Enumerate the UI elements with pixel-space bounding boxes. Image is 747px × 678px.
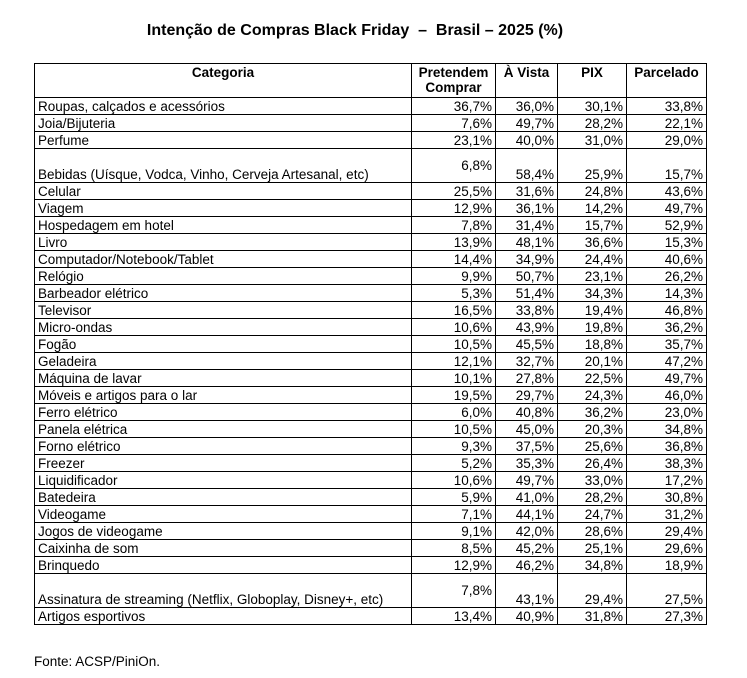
table-row xyxy=(35,302,707,319)
table-row xyxy=(35,455,707,472)
table-row xyxy=(35,132,707,149)
cell-categoria: Batedeira xyxy=(35,489,412,506)
cell-categoria: Roupas, calçados e acessórios xyxy=(35,98,412,115)
cell-pix: 36,2% xyxy=(558,404,627,421)
table-row xyxy=(35,336,707,353)
table-row xyxy=(35,608,707,625)
cell-parcelado: 18,9% xyxy=(627,557,707,574)
cell-pix: 24,8% xyxy=(558,183,627,200)
table-body xyxy=(35,98,707,625)
cell-pretendem-comprar: 10,5% xyxy=(412,421,496,438)
cell-categoria: Forno elétrico xyxy=(35,438,412,455)
cell-parcelado: 38,3% xyxy=(627,455,707,472)
cell-pix: 25,9% xyxy=(558,149,627,183)
cell-a-vista: 43,1% xyxy=(496,574,558,608)
cell-pretendem-comprar: 8,5% xyxy=(412,540,496,557)
cell-pix: 15,7% xyxy=(558,217,627,234)
cell-pretendem-comprar: 12,1% xyxy=(412,353,496,370)
cell-parcelado: 27,5% xyxy=(627,574,707,608)
cell-pix: 20,3% xyxy=(558,421,627,438)
cell-pretendem-comprar: 10,1% xyxy=(412,370,496,387)
source-note: Fonte: ACSP/PiniOn. xyxy=(34,654,161,669)
cell-pix: 34,8% xyxy=(558,557,627,574)
cell-parcelado: 15,3% xyxy=(627,234,707,251)
cell-pix: 23,1% xyxy=(558,268,627,285)
cell-a-vista: 32,7% xyxy=(496,353,558,370)
cell-pretendem-comprar: 7,1% xyxy=(412,506,496,523)
cell-categoria: Livro xyxy=(35,234,412,251)
cell-pix: 28,2% xyxy=(558,115,627,132)
table-row xyxy=(35,200,707,217)
cell-parcelado: 35,7% xyxy=(627,336,707,353)
cell-a-vista: 40,8% xyxy=(496,404,558,421)
table-row xyxy=(35,557,707,574)
cell-categoria: Artigos esportivos xyxy=(35,608,412,625)
table-row xyxy=(35,285,707,302)
cell-pretendem-comprar: 16,5% xyxy=(412,302,496,319)
cell-parcelado: 29,4% xyxy=(627,523,707,540)
cell-pix: 14,2% xyxy=(558,200,627,217)
cell-pretendem-comprar: 10,6% xyxy=(412,472,496,489)
cell-parcelado: 15,7% xyxy=(627,149,707,183)
cell-categoria: Viagem xyxy=(35,200,412,217)
cell-a-vista: 41,0% xyxy=(496,489,558,506)
cell-categoria: Máquina de lavar xyxy=(35,370,412,387)
cell-pretendem-comprar: 12,9% xyxy=(412,200,496,217)
cell-pix: 36,6% xyxy=(558,234,627,251)
cell-a-vista: 44,1% xyxy=(496,506,558,523)
cell-a-vista: 49,7% xyxy=(496,472,558,489)
cell-pretendem-comprar: 12,9% xyxy=(412,557,496,574)
cell-parcelado: 52,9% xyxy=(627,217,707,234)
table-row xyxy=(35,217,707,234)
cell-a-vista: 37,5% xyxy=(496,438,558,455)
cell-pix: 33,0% xyxy=(558,472,627,489)
cell-pretendem-comprar: 5,3% xyxy=(412,285,496,302)
cell-categoria: Videogame xyxy=(35,506,412,523)
table-row xyxy=(35,268,707,285)
cell-pretendem-comprar: 7,8% xyxy=(412,217,496,234)
table-row xyxy=(35,506,707,523)
cell-pix: 19,8% xyxy=(558,319,627,336)
cell-categoria: Computador/Notebook/Tablet xyxy=(35,251,412,268)
cell-pix: 31,0% xyxy=(558,132,627,149)
table-row xyxy=(35,523,707,540)
table-row xyxy=(35,540,707,557)
cell-pix: 20,1% xyxy=(558,353,627,370)
cell-categoria: Geladeira xyxy=(35,353,412,370)
cell-parcelado: 30,8% xyxy=(627,489,707,506)
header-pix: PIX xyxy=(558,64,627,98)
data-table xyxy=(34,63,707,625)
cell-a-vista: 45,2% xyxy=(496,540,558,557)
cell-pretendem-comprar: 10,5% xyxy=(412,336,496,353)
cell-a-vista: 27,8% xyxy=(496,370,558,387)
cell-a-vista: 36,0% xyxy=(496,98,558,115)
cell-a-vista: 43,9% xyxy=(496,319,558,336)
cell-categoria: Móveis e artigos para o lar xyxy=(35,387,412,404)
cell-parcelado: 22,1% xyxy=(627,115,707,132)
cell-parcelado: 23,0% xyxy=(627,404,707,421)
cell-categoria: Caixinha de som xyxy=(35,540,412,557)
table-row xyxy=(35,574,707,608)
page-title: Intenção de Compras Black Friday – Brasil – 2025 (%) xyxy=(146,22,564,39)
cell-parcelado: 31,2% xyxy=(627,506,707,523)
cell-parcelado: 46,8% xyxy=(627,302,707,319)
cell-parcelado: 40,6% xyxy=(627,251,707,268)
cell-pretendem-comprar: 5,9% xyxy=(412,489,496,506)
table-row xyxy=(35,370,707,387)
cell-pix: 26,4% xyxy=(558,455,627,472)
cell-parcelado: 14,3% xyxy=(627,285,707,302)
cell-pix: 28,2% xyxy=(558,489,627,506)
table-row xyxy=(35,98,707,115)
cell-parcelado: 33,8% xyxy=(627,98,707,115)
table-row xyxy=(35,387,707,404)
header-pretendem-comprar: Pretendem Comprar xyxy=(412,64,496,98)
cell-a-vista: 33,8% xyxy=(496,302,558,319)
table-row xyxy=(35,234,707,251)
cell-pix: 25,6% xyxy=(558,438,627,455)
cell-pretendem-comprar: 13,4% xyxy=(412,608,496,625)
cell-parcelado: 49,7% xyxy=(627,370,707,387)
table-row xyxy=(35,319,707,336)
cell-categoria: Micro-ondas xyxy=(35,319,412,336)
cell-a-vista: 46,2% xyxy=(496,557,558,574)
cell-categoria: Celular xyxy=(35,183,412,200)
cell-a-vista: 50,7% xyxy=(496,268,558,285)
cell-parcelado: 27,3% xyxy=(627,608,707,625)
cell-parcelado: 34,8% xyxy=(627,421,707,438)
cell-pretendem-comprar: 9,3% xyxy=(412,438,496,455)
cell-categoria: Jogos de videogame xyxy=(35,523,412,540)
cell-pretendem-comprar: 7,6% xyxy=(412,115,496,132)
cell-parcelado: 17,2% xyxy=(627,472,707,489)
cell-categoria: Liquidificador xyxy=(35,472,412,489)
table-row xyxy=(35,438,707,455)
cell-a-vista: 40,9% xyxy=(496,608,558,625)
cell-a-vista: 35,3% xyxy=(496,455,558,472)
cell-pretendem-comprar: 5,2% xyxy=(412,455,496,472)
cell-a-vista: 58,4% xyxy=(496,149,558,183)
cell-parcelado: 43,6% xyxy=(627,183,707,200)
cell-pretendem-comprar: 6,0% xyxy=(412,404,496,421)
cell-a-vista: 51,4% xyxy=(496,285,558,302)
cell-categoria: Hospedagem em hotel xyxy=(35,217,412,234)
table-row xyxy=(35,404,707,421)
table-row xyxy=(35,472,707,489)
cell-pix: 24,7% xyxy=(558,506,627,523)
cell-parcelado: 47,2% xyxy=(627,353,707,370)
cell-pretendem-comprar: 36,7% xyxy=(412,98,496,115)
cell-pix: 22,5% xyxy=(558,370,627,387)
cell-a-vista: 40,0% xyxy=(496,132,558,149)
cell-categoria: Brinquedo xyxy=(35,557,412,574)
cell-pix: 28,6% xyxy=(558,523,627,540)
cell-parcelado: 36,2% xyxy=(627,319,707,336)
cell-pretendem-comprar: 10,6% xyxy=(412,319,496,336)
table-row xyxy=(35,421,707,438)
cell-parcelado: 46,0% xyxy=(627,387,707,404)
cell-pretendem-comprar: 19,5% xyxy=(412,387,496,404)
cell-pretendem-comprar: 14,4% xyxy=(412,251,496,268)
table-row xyxy=(35,353,707,370)
cell-a-vista: 45,0% xyxy=(496,421,558,438)
cell-parcelado: 29,0% xyxy=(627,132,707,149)
cell-categoria: Ferro elétrico xyxy=(35,404,412,421)
cell-a-vista: 36,1% xyxy=(496,200,558,217)
cell-pix: 34,3% xyxy=(558,285,627,302)
cell-categoria: Panela elétrica xyxy=(35,421,412,438)
cell-pix: 18,8% xyxy=(558,336,627,353)
cell-pretendem-comprar: 23,1% xyxy=(412,132,496,149)
table-row xyxy=(35,251,707,268)
cell-pretendem-comprar: 7,8% xyxy=(412,574,496,608)
cell-pix: 24,4% xyxy=(558,251,627,268)
cell-pix: 29,4% xyxy=(558,574,627,608)
cell-parcelado: 49,7% xyxy=(627,200,707,217)
table-row xyxy=(35,115,707,132)
cell-a-vista: 45,5% xyxy=(496,336,558,353)
cell-a-vista: 48,1% xyxy=(496,234,558,251)
header-parcelado: Parcelado xyxy=(627,64,707,98)
cell-pix: 24,3% xyxy=(558,387,627,404)
cell-categoria: Perfume xyxy=(35,132,412,149)
header-categoria: Categoria xyxy=(35,64,412,98)
header-a-vista: À Vista xyxy=(496,64,558,98)
table-header-row xyxy=(35,64,707,98)
table-row xyxy=(35,183,707,200)
table-row xyxy=(35,149,707,183)
cell-a-vista: 29,7% xyxy=(496,387,558,404)
cell-pretendem-comprar: 6,8% xyxy=(412,149,496,183)
cell-categoria: Joia/Bijuteria xyxy=(35,115,412,132)
cell-pretendem-comprar: 9,9% xyxy=(412,268,496,285)
cell-parcelado: 36,8% xyxy=(627,438,707,455)
cell-parcelado: 29,6% xyxy=(627,540,707,557)
cell-parcelado: 26,2% xyxy=(627,268,707,285)
cell-pretendem-comprar: 9,1% xyxy=(412,523,496,540)
cell-a-vista: 42,0% xyxy=(496,523,558,540)
table-row xyxy=(35,489,707,506)
cell-pix: 19,4% xyxy=(558,302,627,319)
cell-categoria: Assinatura de streaming (Netflix, Globoplay, Disney+, etc) xyxy=(35,574,412,608)
cell-pix: 31,8% xyxy=(558,608,627,625)
cell-a-vista: 31,4% xyxy=(496,217,558,234)
cell-pix: 30,1% xyxy=(558,98,627,115)
cell-categoria: Freezer xyxy=(35,455,412,472)
cell-a-vista: 34,9% xyxy=(496,251,558,268)
cell-a-vista: 49,7% xyxy=(496,115,558,132)
cell-categoria: Barbeador elétrico xyxy=(35,285,412,302)
cell-categoria: Relógio xyxy=(35,268,412,285)
cell-categoria: Televisor xyxy=(35,302,412,319)
cell-pretendem-comprar: 13,9% xyxy=(412,234,496,251)
cell-categoria: Fogão xyxy=(35,336,412,353)
cell-a-vista: 31,6% xyxy=(496,183,558,200)
cell-pretendem-comprar: 25,5% xyxy=(412,183,496,200)
cell-categoria: Bebidas (Uísque, Vodca, Vinho, Cerveja Artesanal, etc) xyxy=(35,149,412,183)
cell-pix: 25,1% xyxy=(558,540,627,557)
